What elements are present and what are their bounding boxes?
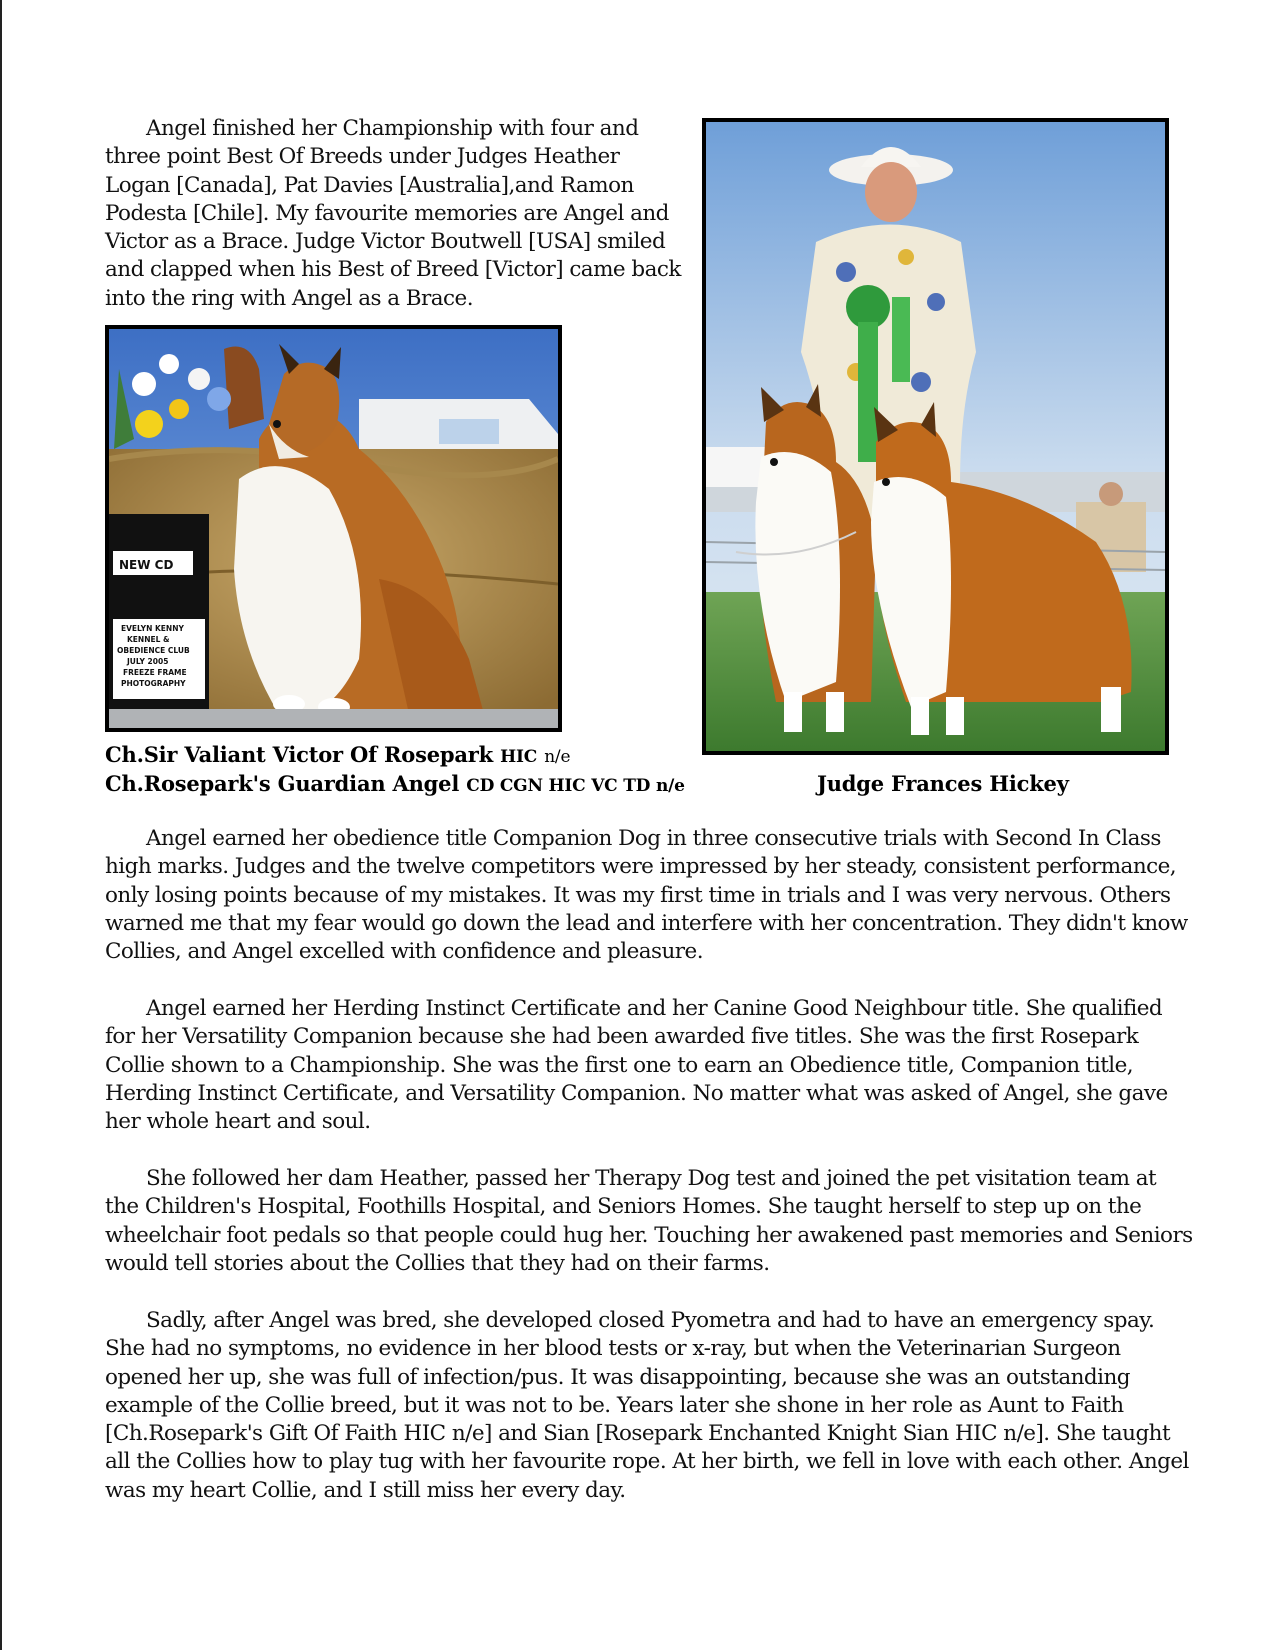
angel-name: Ch.Rosepark's Guardian Angel — [105, 771, 460, 796]
judge-brace-photo — [702, 118, 1169, 755]
angel-collie-image — [109, 329, 558, 728]
therapy-paragraph: She followed her dam Heather, passed her Therapy Dog test and joined the pet visitation team at the Children's Hospital, Foothills Hospital, and Seniors Homes. She taught herself to step up on the wheelchair foot pedals so that people could hug her. Touching her awakened past memories and Seniors would tell stories about the Collies that they had on their farms. — [105, 1166, 1193, 1276]
herding-paragraph: Angel earned her Herding Instinct Certificate and her Canine Good Neighbour title. She qualified for her Versatility Companion because she had been awarded five titles. She was the first Rosepark Collie shown to a Championship. She was the first one to earn an Obedience title, Companion title, Herding Instinct Certificate, and Versatility Companion. No matter what was asked of Angel, she gave her whole heart and soul. — [105, 996, 1168, 1135]
page-left-edge — [0, 0, 2, 1650]
board-header-text: NEW CD — [119, 558, 174, 572]
judge-brace-image — [706, 122, 1165, 751]
victor-name: Ch.Sir Valiant Victor Of Rosepark — [105, 742, 493, 767]
pyometra-paragraph: Sadly, after Angel was bred, she developed closed Pyometra and had to have an emergency spay. She had no symptoms, no evidence in her blood tests or x-ray, but when the Veterinarian Surgeon opened her up, she was full of infection/pus. It was disappointing, because she was an outstanding example of the Collie breed, but it was not to be. Years later she shone in her role as Aunt to Faith [Ch.Rosepark's Gift Of Faith HIC n/e] and Sian [Rosepark Enchanted Knight Sian HIC n/e]. She taught all the Collies how to play tug with her favourite rope. At her birth, we fell in love with each other. Angel was my heart Collie, and I still miss her every day. — [105, 1308, 1189, 1503]
judge-caption: Judge Frances Hickey — [817, 771, 1069, 796]
intro-paragraph: Angel finished her Championship with four and three point Best Of Breeds under Judges Heather Logan [Canada], Pat Davies [Australia],and Ramon Podesta [Chile]. My favourite memories are Angel and Victor as a Brace. Judge Victor Boutwell [USA] smiled and clapped when his Best of Breed [Victor] came back into the ring with Angel as a Brace. — [105, 116, 681, 311]
angel-titles: CD CGN HIC VC TD n/e — [466, 776, 685, 796]
victor-titles: HIC — [500, 747, 538, 767]
angel-caption — [105, 770, 685, 800]
angel-collie-photo — [105, 325, 562, 732]
obedience-paragraph: Angel earned her obedience title Companion Dog in three consecutive trials with Second In Class high marks. Judges and the twelve competitors were impressed by her steady, consistent performance, only losing points because of my mistakes. It was my first time in trials and I was very nervous. Others warned me that my fear would go down the lead and interfere with her concentration. They didn't know Collies, and Angel excelled with confidence and pleasure. — [105, 826, 1188, 965]
victor-suffix: n/e — [544, 747, 571, 767]
board-caption-text: EVELYN KENNY KENNEL & OBEDIENCE CLUB JULY 2005 FREEZE FRAME PHOTOGRAPHY — [117, 624, 190, 688]
victor-caption — [105, 741, 570, 771]
